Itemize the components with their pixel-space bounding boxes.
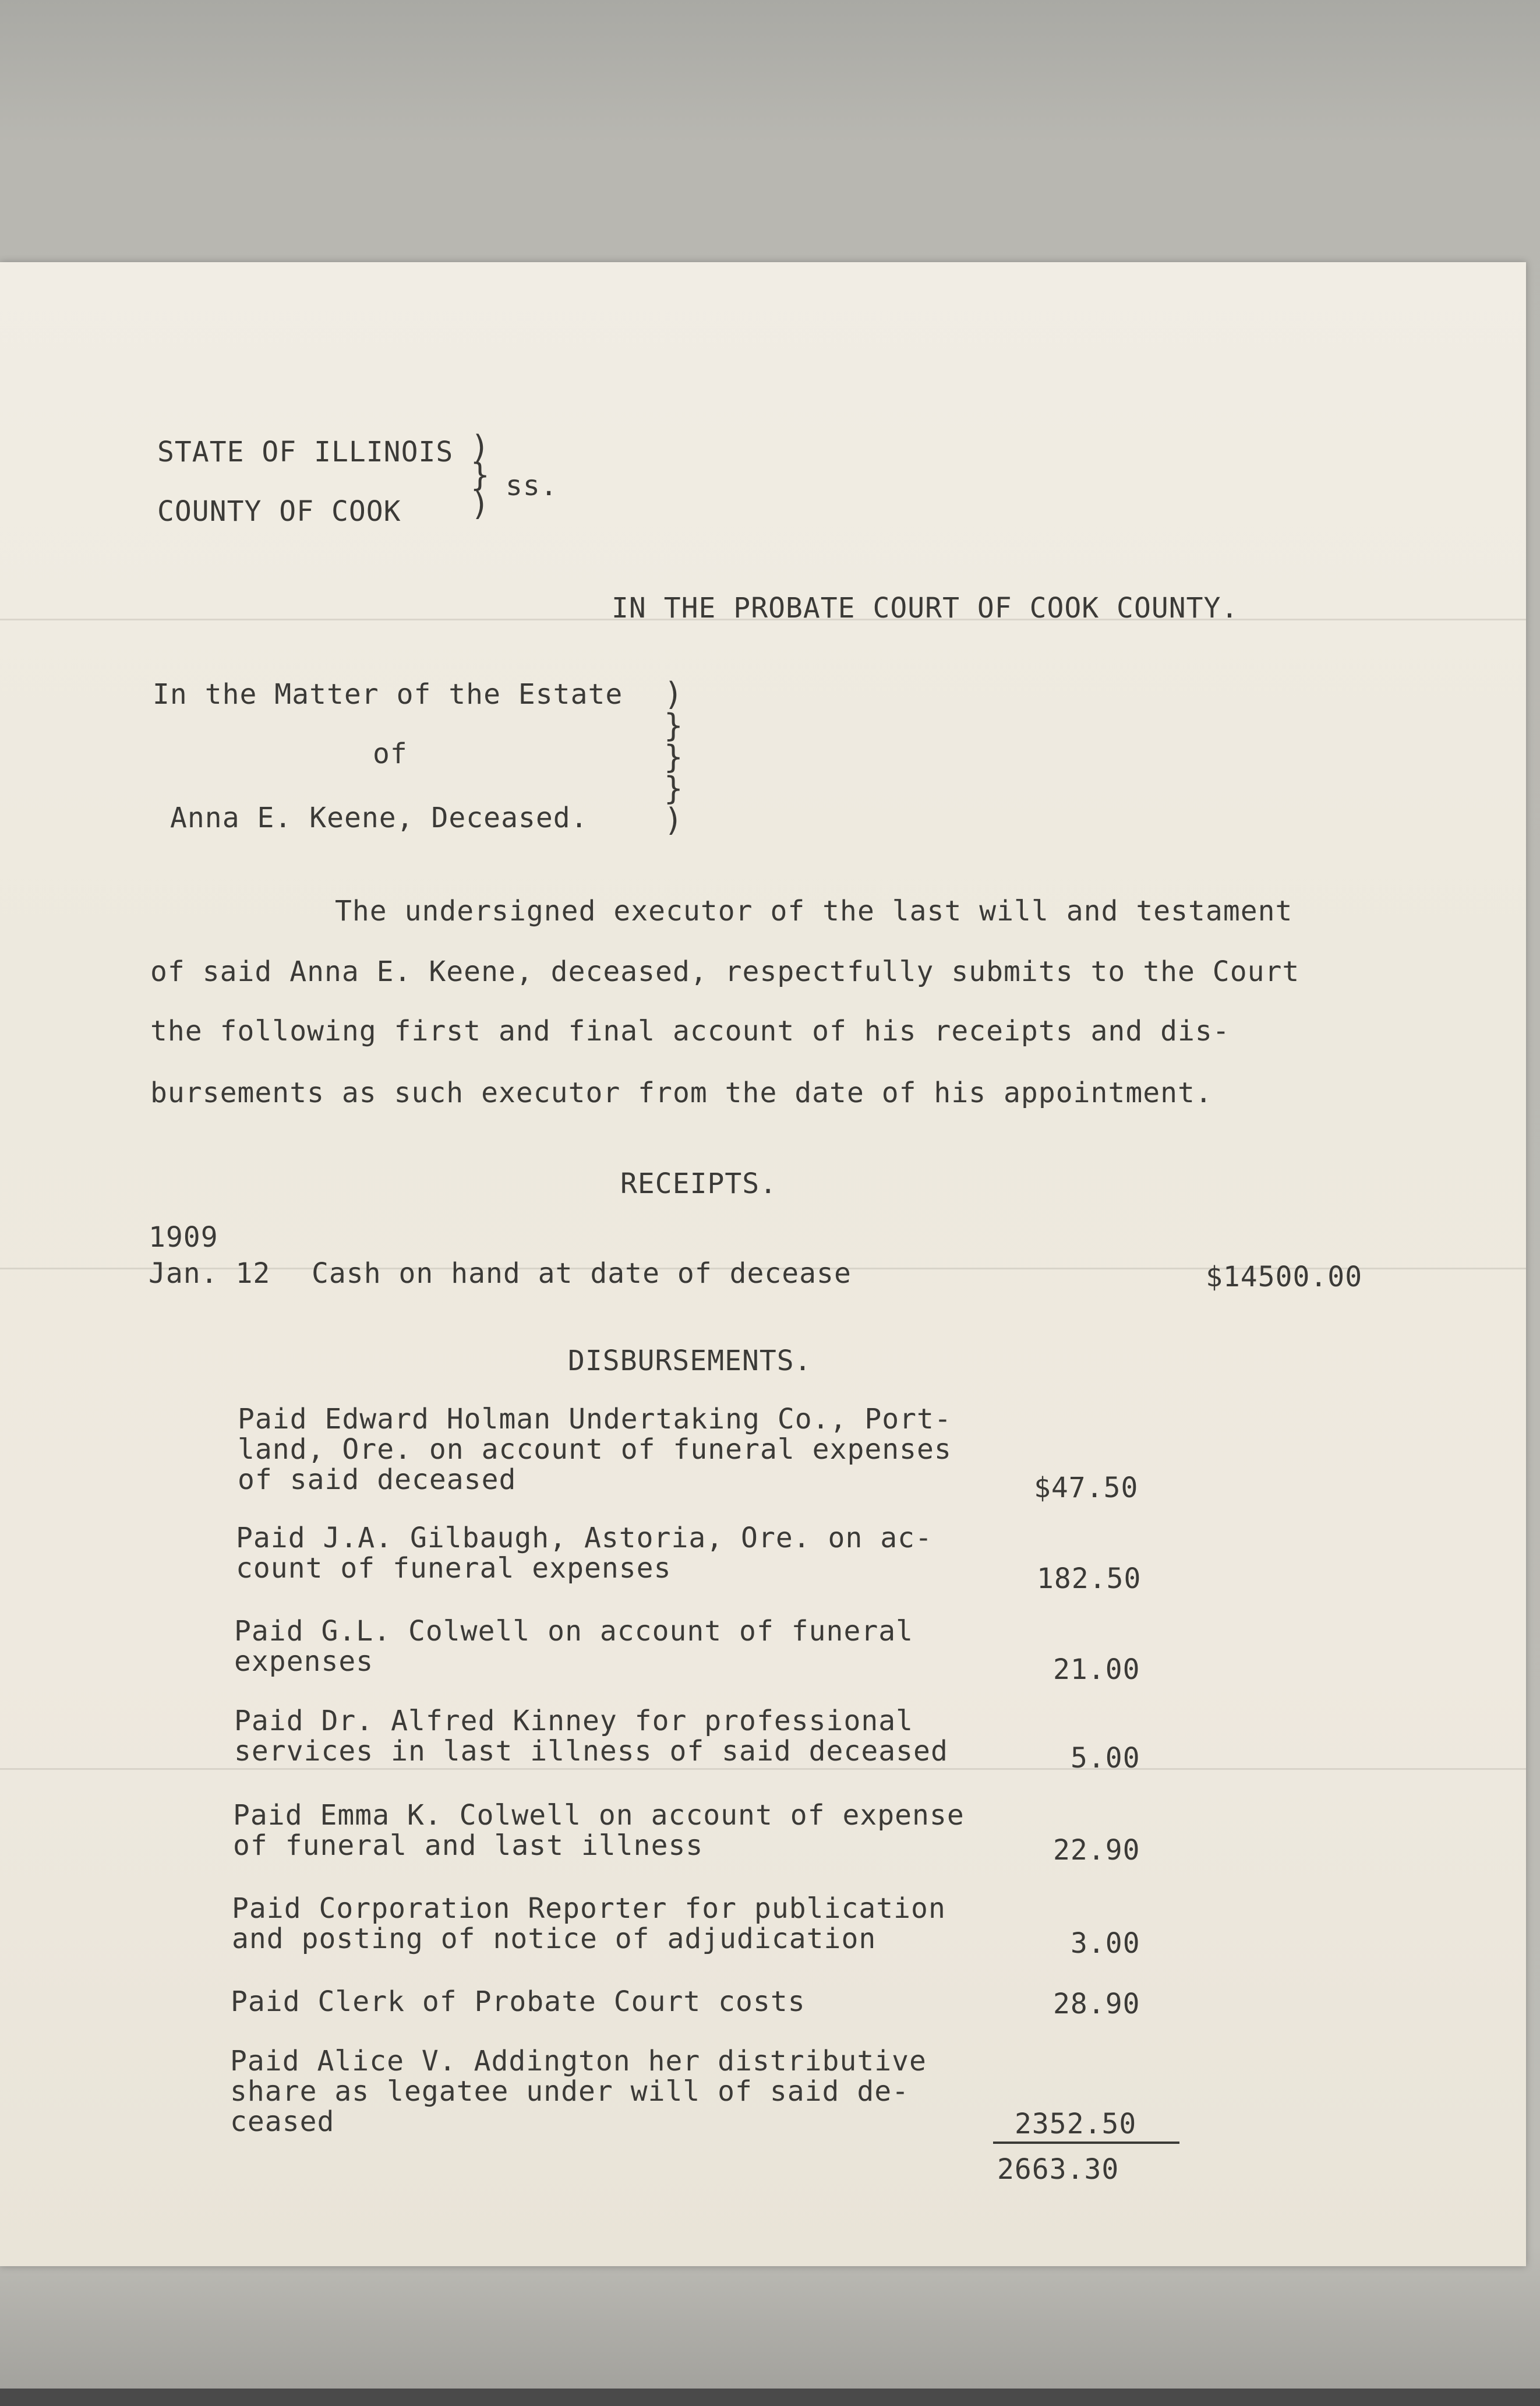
disbursement-line: Paid J.A. Gilbaugh, Astoria, Ore. on ac-: [236, 1522, 933, 1554]
receipt-year: 1909: [149, 1221, 218, 1254]
court-title: IN THE PROBATE COURT OF COOK COUNTY.: [612, 592, 1239, 625]
disbursement-line: Paid Edward Holman Undertaking Co., Port-: [238, 1403, 952, 1435]
disbursement-line: Paid Corporation Reporter for publication: [232, 1892, 946, 1925]
disbursement-line: expenses: [234, 1645, 374, 1678]
disbursement-line: land, Ore. on account of funeral expenses: [238, 1433, 952, 1466]
caption-line-3: Anna E. Keene, Deceased.: [170, 802, 588, 834]
disbursement-line: services in last illness of said deceased: [234, 1735, 948, 1768]
disbursement-line: count of funeral expenses: [236, 1552, 672, 1585]
disbursement-amount: 2352.50: [1015, 2108, 1137, 2140]
venue-state: STATE OF ILLINOIS: [157, 436, 454, 468]
disbursement-line: and posting of notice of adjudication: [232, 1922, 877, 1955]
paper-fold: [0, 1768, 1526, 1770]
disbursement-line: Paid Clerk of Probate Court costs: [231, 1985, 806, 2018]
caption-brace: }: [664, 770, 683, 807]
disbursement-amount: 28.90: [1053, 1988, 1140, 2020]
venue-ss: ss.: [506, 470, 558, 502]
receipt-description: Cash on hand at date of decease: [312, 1257, 852, 1290]
disbursement-line: Paid G.L. Colwell on account of funeral: [234, 1615, 914, 1647]
disbursement-line: of said deceased: [238, 1463, 517, 1496]
body-line-1: The undersigned executor of the last will and testament: [335, 895, 1293, 927]
disbursement-line: ceased: [230, 2105, 335, 2138]
caption-line-1: In the Matter of the Estate: [153, 678, 623, 711]
body-line-2: of said Anna E. Keene, deceased, respectfully submits to the Court: [150, 955, 1300, 988]
disbursement-amount: 5.00: [1071, 1742, 1140, 1774]
disbursements-heading: DISBURSEMENTS.: [568, 1345, 812, 1377]
disbursement-amount: 182.50: [1037, 1562, 1142, 1595]
disbursement-line: Paid Alice V. Addington her distributive: [230, 2045, 927, 2077]
body-line-3: the following first and final account of his receipts and dis-: [150, 1015, 1230, 1047]
venue-brace: ): [471, 486, 490, 523]
caption-brace: }: [664, 739, 683, 775]
venue-brace: }: [471, 457, 490, 493]
disbursement-amount: 22.90: [1053, 1834, 1140, 1867]
receipts-heading: RECEIPTS.: [620, 1167, 778, 1200]
venue-county: COUNTY OF COOK: [157, 495, 401, 528]
disbursement-amount: $47.50: [1034, 1472, 1139, 1504]
body-line-4: bursements as such executor from the date of his appointment.: [150, 1077, 1213, 1109]
total-rule: [993, 2142, 1179, 2144]
disbursement-line: Paid Dr. Alfred Kinney for professional: [234, 1705, 914, 1737]
receipt-amount: $14500.00: [1206, 1261, 1363, 1293]
venue-brace: ): [471, 429, 490, 465]
disbursement-amount: 3.00: [1071, 1927, 1140, 1960]
receipt-date: Jan. 12: [149, 1257, 271, 1290]
disbursements-total: 2663.30: [997, 2153, 1119, 2186]
caption-brace: ): [664, 802, 683, 838]
caption-line-2: of: [373, 738, 408, 770]
caption-brace: ): [664, 676, 683, 712]
disbursement-line: Paid Emma K. Colwell on account of expense: [233, 1799, 965, 1832]
disbursement-line: share as legatee under will of said de-: [230, 2075, 910, 2108]
disbursement-line: of funeral and last illness: [233, 1829, 704, 1862]
caption-brace: }: [664, 707, 683, 744]
disbursement-amount: 21.00: [1053, 1653, 1140, 1686]
